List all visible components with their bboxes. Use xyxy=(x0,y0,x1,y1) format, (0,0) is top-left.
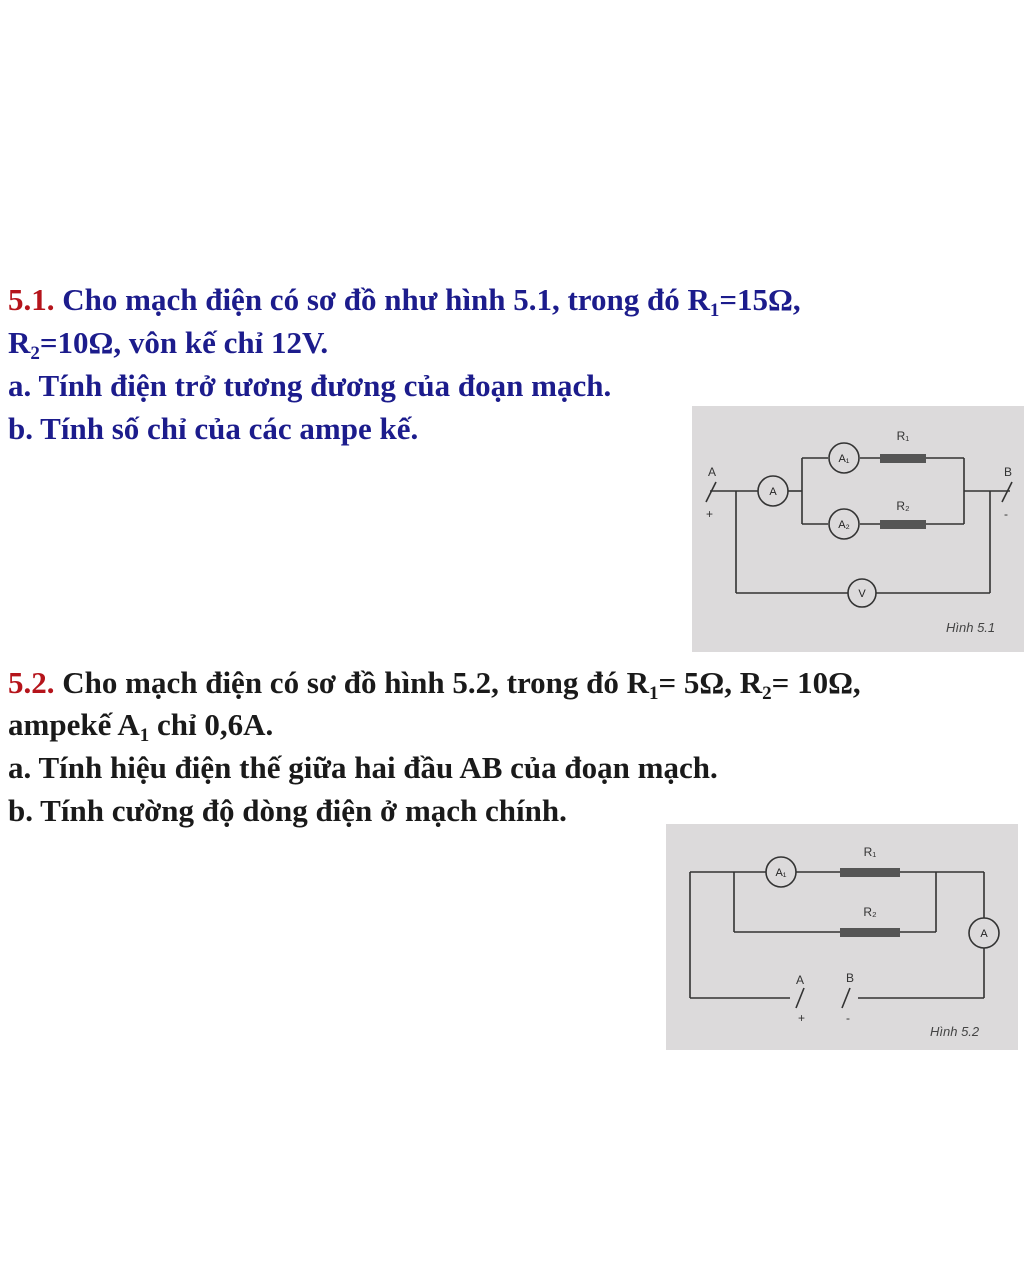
minus-label: - xyxy=(1004,507,1008,521)
circuit-figure-5-1 xyxy=(692,406,1024,652)
resistor-r2 xyxy=(880,520,926,529)
ammeter-main-label: A xyxy=(769,486,777,498)
problem-number: 5.1. xyxy=(8,282,55,317)
voltmeter-label: V xyxy=(858,588,866,600)
ammeter-1-label: A₁ xyxy=(838,453,850,465)
problem-5-2-question-b: b. Tính cường độ dòng điện ở mạch chính. xyxy=(8,793,567,828)
node-b-label: B xyxy=(846,971,855,985)
resistor-r1 xyxy=(880,454,926,463)
node-b-label: B xyxy=(1004,465,1013,479)
problem-5-2-line-2: ampekế $A_1$ chỉ 0,6A. xyxy=(8,707,274,746)
plus-label: + xyxy=(798,1011,806,1025)
circuit-diagram-5-2 xyxy=(666,824,1018,1050)
problem-5-1-line-1: 5.1. Cho mạch điện có sơ đồ như hình 5.1, trong đó $R_1=15\Omega$, xyxy=(8,282,801,321)
problem-5-1-line-2: $R_2=10\Omega$, vôn kế chỉ 12V. xyxy=(8,325,329,364)
ammeter-main-label: A xyxy=(980,928,988,940)
resistor-r2 xyxy=(840,928,900,937)
r1-label: R₁ xyxy=(863,845,877,859)
figure-caption: Hình 5.1 xyxy=(946,620,996,635)
circuit-figure-5-2 xyxy=(666,824,1018,1050)
plus-label: + xyxy=(706,507,714,521)
ammeter-2-label: A₂ xyxy=(838,519,850,531)
ammeter-1-label: A₁ xyxy=(775,867,787,879)
r1-label: R₁ xyxy=(896,429,910,443)
node-a-label: A xyxy=(796,973,805,987)
problem-5-1-question-b: b. Tính số chỉ của các ampe kế. xyxy=(8,411,419,446)
r2-label: R₂ xyxy=(896,499,910,513)
r2-label: R₂ xyxy=(863,905,877,919)
problem-5-2-line-1: 5.2. Cho mạch điện có sơ đồ hình 5.2, trong đó $R_1= 5\Omega$, $R_2= 10\Omega$, xyxy=(8,665,861,704)
problem-5-1-question-a: a. Tính điện trở tương đương của đoạn mạch. xyxy=(8,368,612,403)
minus-label: - xyxy=(846,1011,850,1025)
figure-caption: Hình 5.2 xyxy=(930,1024,980,1039)
circuit-diagram-5-1 xyxy=(692,406,1024,652)
problem-5-2-question-a: a. Tính hiệu điện thế giữa hai đầu AB của đoạn mạch. xyxy=(8,750,718,785)
problem-number: 5.2. xyxy=(8,665,55,700)
resistor-r1 xyxy=(840,868,900,877)
node-a-label: A xyxy=(708,465,717,479)
